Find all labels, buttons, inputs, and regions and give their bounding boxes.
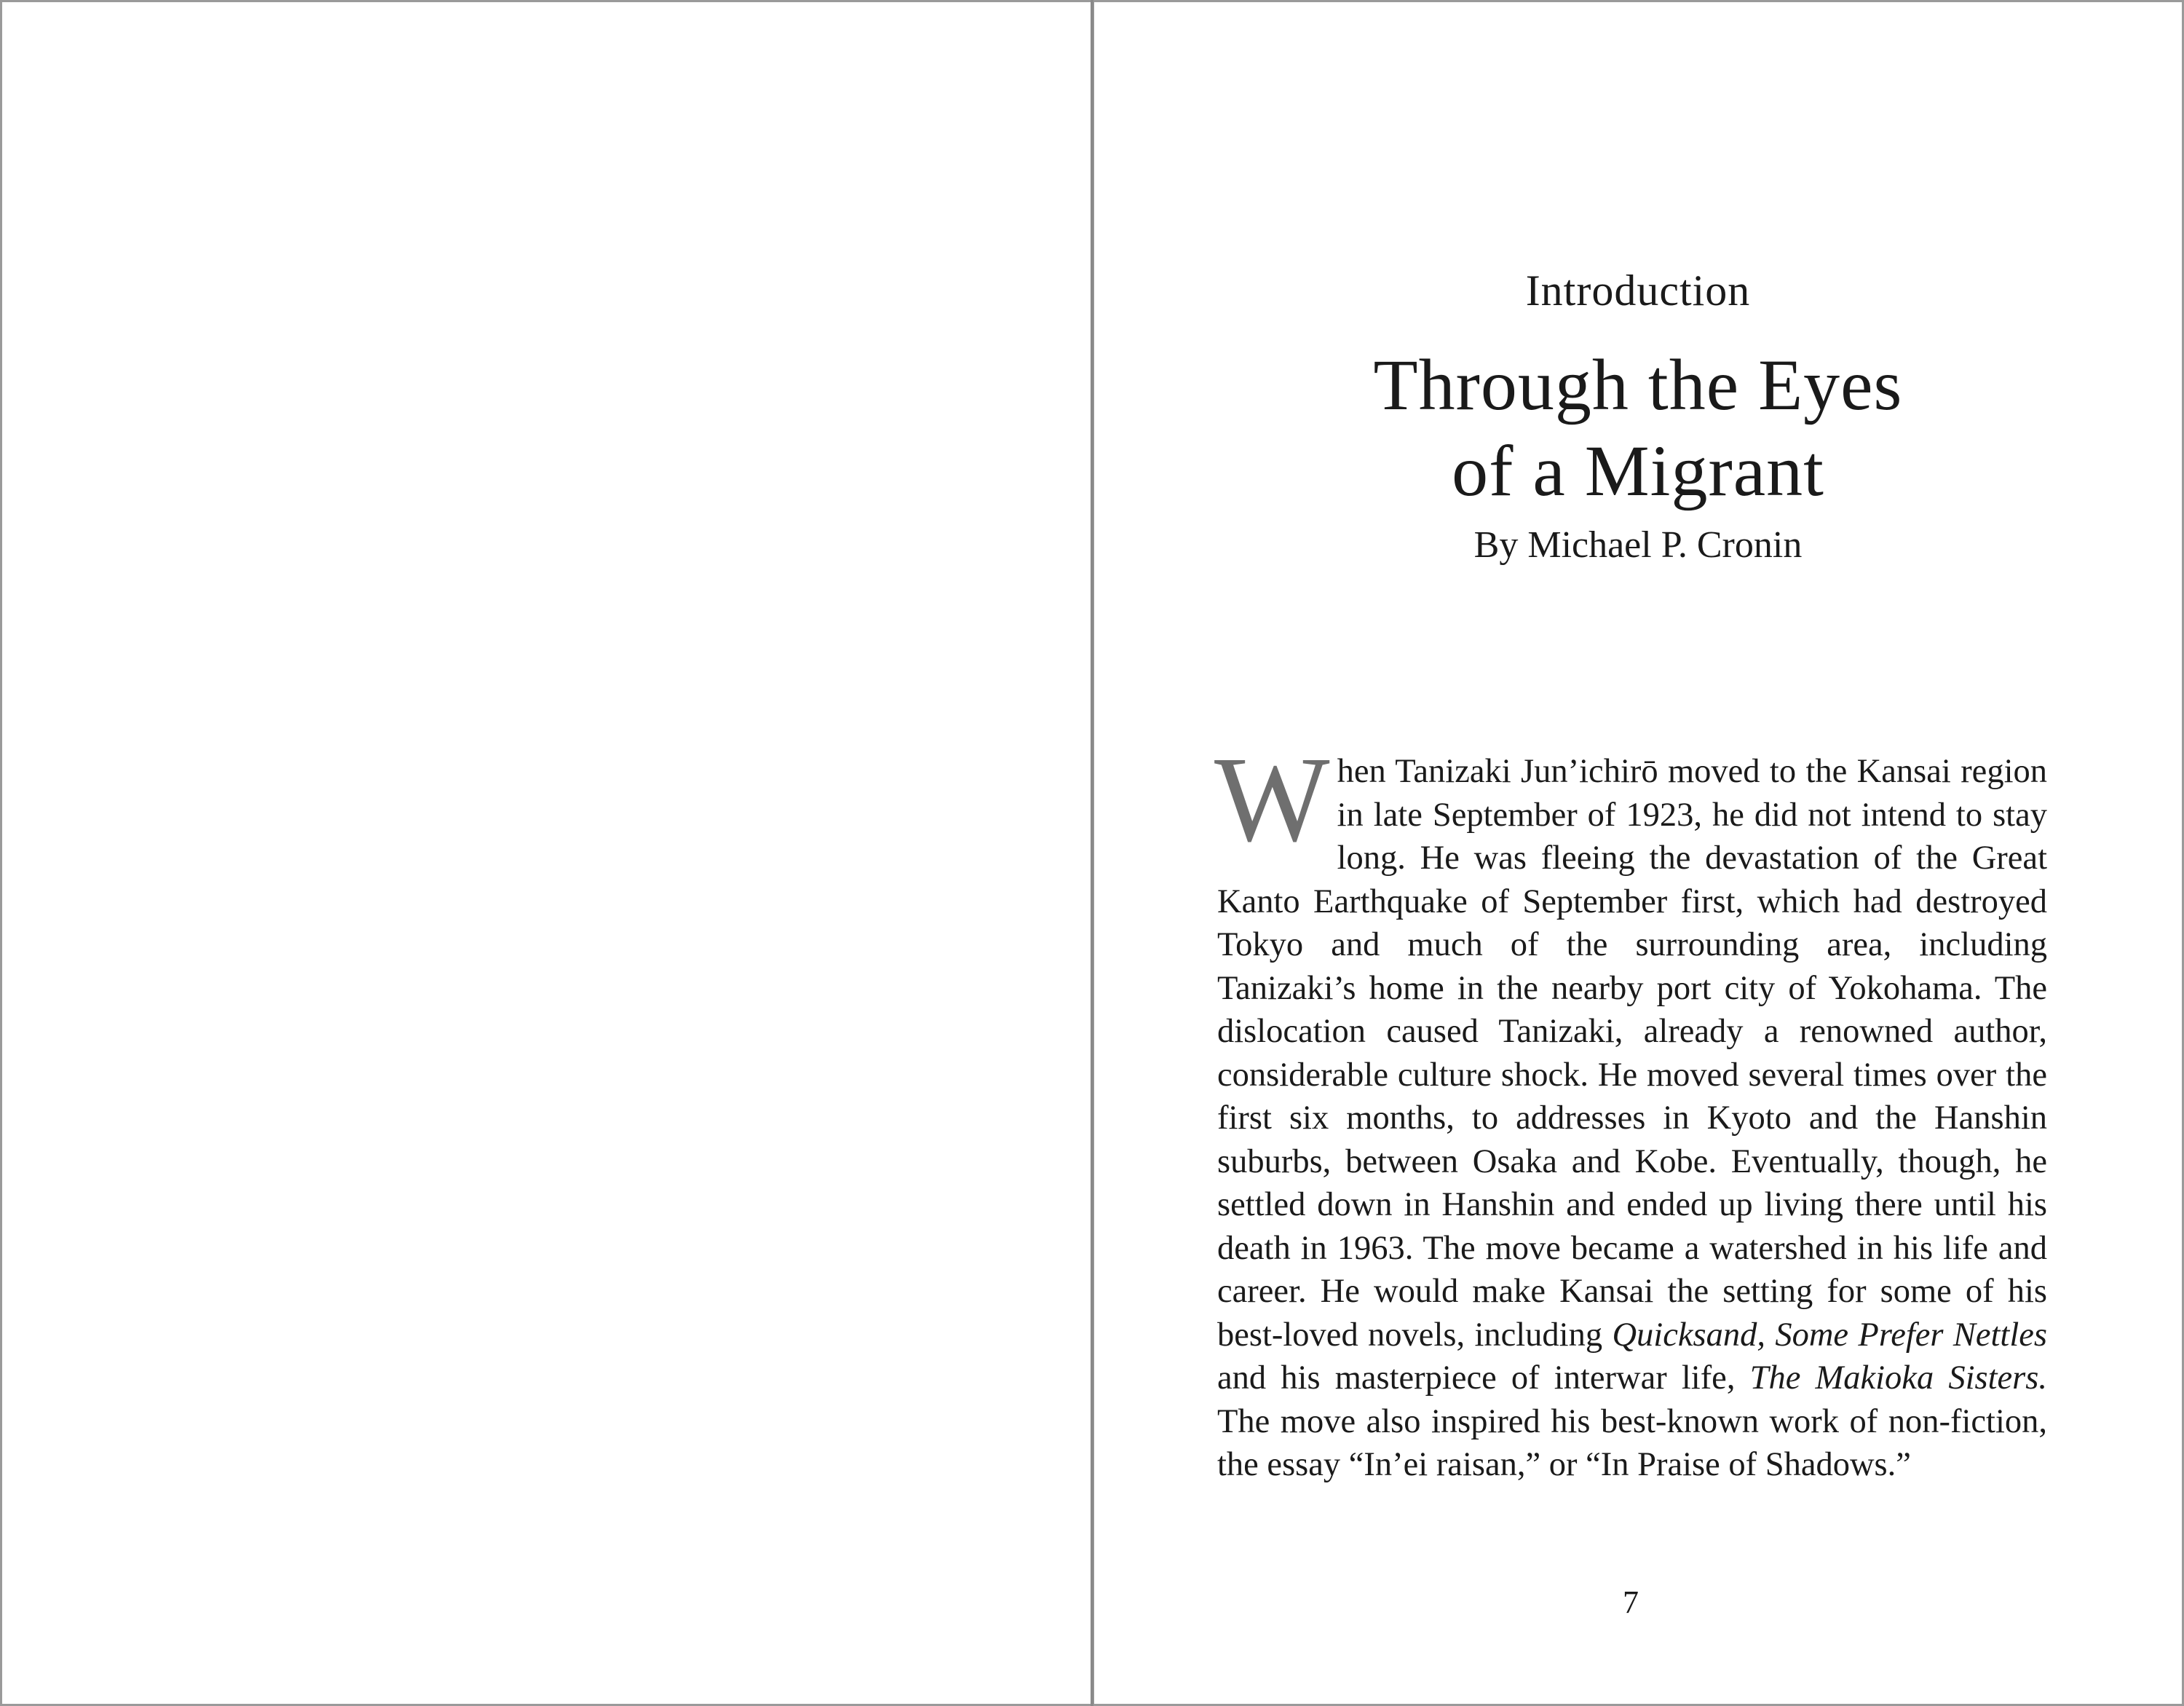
section-label: Introduction bbox=[1525, 266, 1751, 315]
page-number: 7 bbox=[1623, 1584, 1639, 1620]
chapter-title-line-2: of a Migrant bbox=[1452, 430, 1824, 511]
paragraph-text-2: and his masterpiece of interwar life, bbox=[1217, 1359, 1750, 1397]
body-paragraph bbox=[1214, 732, 2047, 1487]
paragraph-italic-titles: Quicksand, Some Prefer Nettles bbox=[1612, 1316, 2047, 1354]
chapter-title-line-1: Through the Eyes bbox=[1373, 344, 1903, 425]
author-byline: By Michael P. Cronin bbox=[1473, 524, 1803, 566]
paragraph-text-1: hen Tanizaki Jun’ichirō moved to the Kansai region in late September of 1923, he did not intend to stay long. He was fleeing the devastation of the Great Kanto Earthquake of September first, which had destroyed Tokyo and much of the surrounding area, including Tanizaki’s home in the nearby port city of Yokohama. The dislocation caused Tanizaki, already a renowned author, considerable culture shock. He moved several times over the first six months, to addresses in Kyoto and the Hanshin suburbs, between Osaka and Kobe. Eventually, though, he settled down in Hanshin and ended up living there until his death in 1963. The move became a watershed in his life and career. He would make Kansai the setting for some of his best-loved novels, including bbox=[1217, 753, 2047, 1354]
paragraph-text-3: The move also inspired his best-known work of non-fiction, the essay “In’ei raisan,” or “In Praise of Shadows.” bbox=[1217, 1402, 2047, 1483]
book-spine-divider bbox=[1091, 0, 1093, 1706]
chapter-title bbox=[1114, 342, 2162, 514]
paragraph-italic-title: The Makioka Sisters. bbox=[1749, 1359, 2047, 1397]
drop-cap: W bbox=[1214, 732, 1330, 867]
